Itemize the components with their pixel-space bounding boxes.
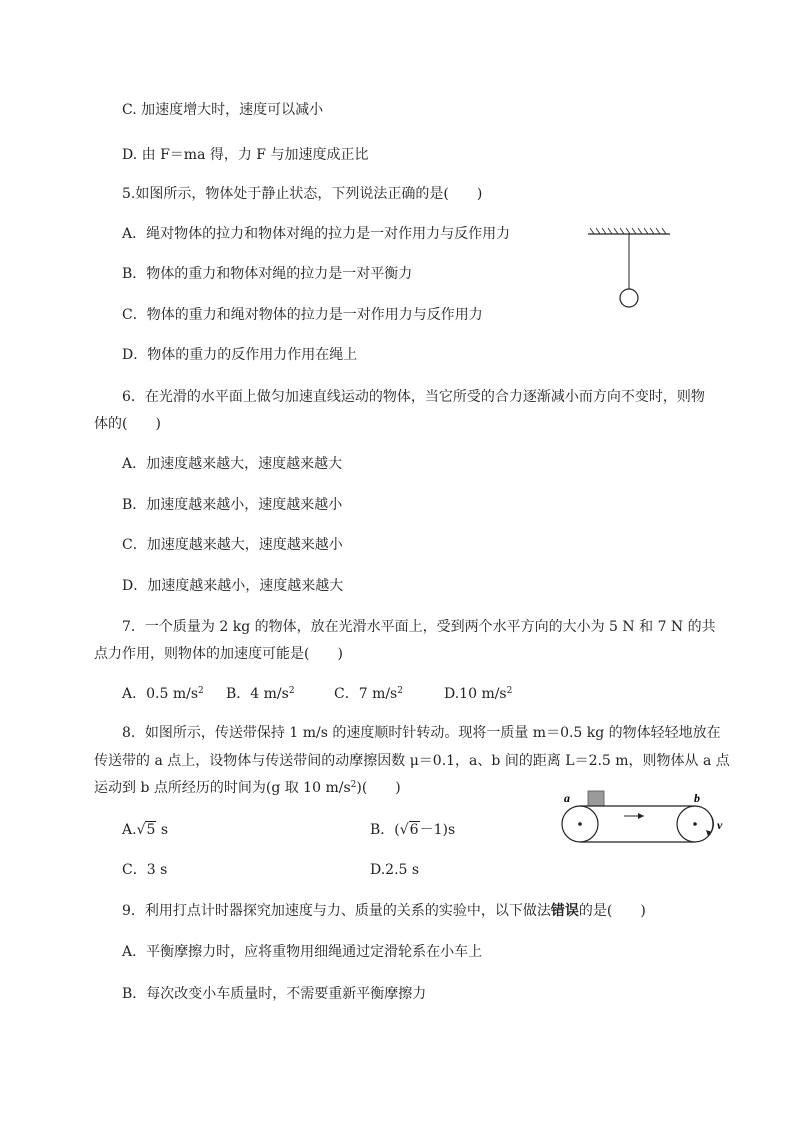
option-8d: D.2.5 s <box>370 862 420 878</box>
option-5d: D．物体的重力的反作用力作用在绳上 <box>122 347 358 363</box>
option-4c: C. 加速度增大时，速度可以减小 <box>122 102 324 118</box>
question-5: 5.如图所示，物体处于静止状态，下列说法正确的是( ) <box>122 186 483 202</box>
block-object <box>588 791 604 806</box>
option-8a: A.√5 s <box>122 822 169 838</box>
option-6d: D．加速度越来越小，速度越来越大 <box>122 578 344 594</box>
option-7c: C．7 $m/s^2$ <box>334 686 403 702</box>
option-5a: A．绳对物体的拉力和物体对绳的拉力是一对作用力与反作用力 <box>122 226 511 242</box>
option-9a: A．平衡摩擦力时，应将重物用细绳通过定滑轮系在小车上 <box>122 944 483 960</box>
option-8c: C．3 s <box>122 862 168 878</box>
option-9b: B．每次改变小车质量时，不需要重新平衡摩擦力 <box>122 986 427 1002</box>
option-7d: D.10 $m/s^2$ <box>444 686 513 702</box>
conveyor-belt-figure <box>560 788 735 848</box>
option-7b: B．4 $m/s^2$ <box>226 686 295 702</box>
option-6b: B．加速度越来越小，速度越来越小 <box>122 497 343 513</box>
option-6a: A．加速度越来越大，速度越来越大 <box>122 456 343 472</box>
question-8-line2: 传送带的 a 点上，设物体与传送带间的动摩擦因数 μ＝0.1，a、b 间的距离 L＝2.5 m，则物体从 a 点 <box>94 753 730 769</box>
option-8b: B．(√6－1)s <box>370 822 456 838</box>
option-5c: C．物体的重力和绳对物体的拉力是一对作用力与反作用力 <box>122 307 483 323</box>
question-7-line1: 7．一个质量为 2 kg 的物体，放在光滑水平面上，受到两个水平方向的大小为 5 N 和 7 N 的共 <box>122 619 716 635</box>
question-9: 9．利用打点计时器探究加速度与力、质量的关系的实验中，以下做法错误的是( ) <box>122 903 646 919</box>
label-a: a <box>564 791 570 805</box>
question-6-line2: 体的( ) <box>94 416 161 432</box>
label-v: v <box>717 818 723 832</box>
hanging-ball-figure <box>586 226 676 312</box>
option-7a: A．0.5 $m/s^2$ <box>122 686 204 702</box>
arrow-right-icon <box>638 813 644 819</box>
question-8-line1: 8．如图所示，传送带保持 1 m/s 的速度顺时针转动。现将一质量 m＝0.5 kg 的物体轻轻地放在 <box>122 725 721 741</box>
label-b: b <box>694 791 700 805</box>
option-6c: C．加速度越来越大，速度越来越小 <box>122 537 343 553</box>
question-6-line1: 6．在光滑的水平面上做匀加速直线运动的物体，当它所受的合力逐渐减小而方向不变时，则物 <box>122 389 705 405</box>
option-5b: B．物体的重力和物体对绳的拉力是一对平衡力 <box>122 266 413 282</box>
option-4d: D. 由 F＝ma 得，力 F 与加速度成正比 <box>122 147 369 163</box>
question-8-line3: 运动到 b 点所经历的时间为(g 取 10 $m/s^2$)( ) <box>94 780 401 796</box>
question-7-line2: 点力作用，则物体的加速度可能是( ) <box>94 646 343 662</box>
